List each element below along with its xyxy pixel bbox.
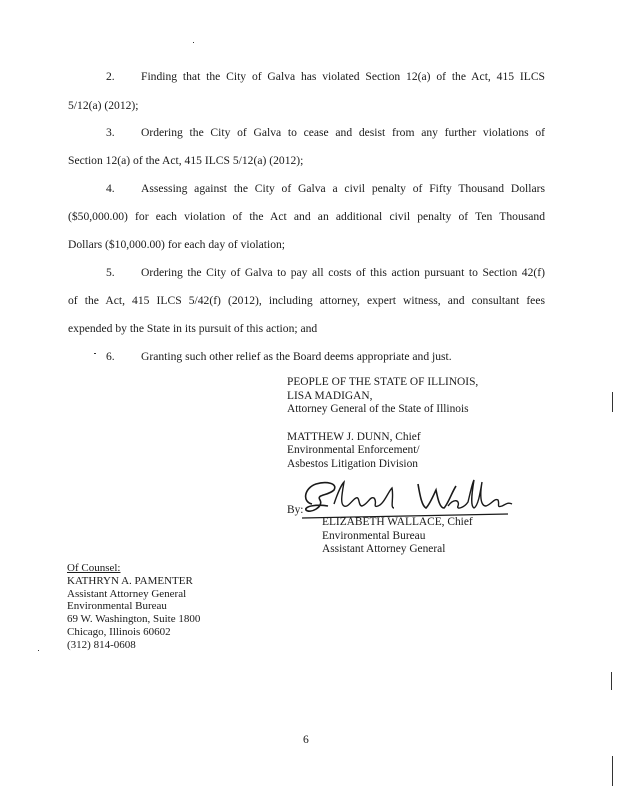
- para-4-line-2-text: ($50,000.00) for each violation of the Act and an additional civil penalty of Ten Thousand: [68, 210, 545, 223]
- scan-dot: [94, 353, 96, 354]
- counsel-address-2: Chicago, Illinois 60602: [67, 625, 171, 638]
- para-3-number: 3.: [106, 126, 115, 139]
- para-4-line-1: [141, 182, 545, 195]
- para-3-line-1: [141, 126, 545, 139]
- signature-block: [287, 376, 478, 472]
- para-5-line-2-text: of the Act, 415 ILCS 5/42(f) (2012), including attorney, expert witness, and consultant fees: [68, 294, 545, 307]
- para-5-line-1: [141, 266, 545, 279]
- signer-block: [322, 516, 473, 557]
- signer-title: Assistant Attorney General: [322, 543, 446, 556]
- people-of-state: PEOPLE OF THE STATE OF ILLINOIS,: [287, 376, 479, 388]
- para-2-line-1-text: Finding that the City of Galva has violated Section 12(a) of the Act, 415 ILCS: [141, 70, 545, 83]
- chief-division-1: Environmental Enforcement/: [287, 444, 420, 457]
- attorney-general-title: Attorney General of the State of Illinois: [287, 403, 469, 416]
- scan-mark: [611, 672, 612, 690]
- attorney-general-name: LISA MADIGAN,: [287, 389, 373, 402]
- chief-division-2: Asbestos Litigation Division: [287, 457, 418, 470]
- handwritten-signature: [298, 474, 518, 522]
- para-2-number: 2.: [106, 70, 115, 83]
- scan-mark: [612, 756, 613, 786]
- para-6-number: 6.: [106, 350, 115, 363]
- para-2-line-1: [141, 70, 545, 83]
- para-3-line-2: Section 12(a) of the Act, 415 ILCS 5/12(a) (2012);: [68, 154, 304, 167]
- counsel-phone: (312) 814-0608: [67, 638, 136, 651]
- counsel-title: Assistant Attorney General: [67, 587, 187, 600]
- para-4-line-2: [68, 210, 545, 223]
- signer-name: ELIZABETH WALLACE, Chief: [322, 516, 473, 528]
- para-6-line-1: Granting such other relief as the Board deems appropriate and just.: [141, 350, 452, 363]
- para-4-line-3: Dollars ($10,000.00) for each day of violation;: [68, 238, 286, 251]
- counsel-bureau: Environmental Bureau: [67, 600, 167, 613]
- para-5-number: 5.: [106, 266, 115, 279]
- signer-bureau: Environmental Bureau: [322, 529, 426, 542]
- para-5-line-2: [68, 294, 545, 307]
- chief-name: MATTHEW J. DUNN, Chief: [287, 430, 421, 443]
- by-label: By:: [287, 504, 304, 516]
- scan-dot: [193, 42, 194, 43]
- para-3-line-1-text: Ordering the City of Galva to cease and desist from any further violations of: [141, 126, 545, 139]
- para-4-number: 4.: [106, 182, 115, 195]
- counsel-block: [67, 562, 200, 652]
- counsel-heading: Of Counsel:: [67, 562, 121, 574]
- para-5-line-3: expended by the State in its pursuit of this action; and: [68, 322, 318, 335]
- scan-dot: [38, 650, 39, 651]
- para-5-line-1-text: Ordering the City of Galva to pay all costs of this action pursuant to Section 42(f): [141, 266, 545, 279]
- para-4-line-1-text: Assessing against the City of Galva a civil penalty of Fifty Thousand Dollars: [141, 182, 545, 195]
- page-number: 6: [303, 733, 309, 746]
- counsel-address-1: 69 W. Washington, Suite 1800: [67, 613, 201, 626]
- counsel-name: KATHRYN A. PAMENTER: [67, 574, 193, 587]
- scan-mark: [612, 392, 613, 412]
- para-2-line-2: 5/12(a) (2012);: [68, 99, 139, 112]
